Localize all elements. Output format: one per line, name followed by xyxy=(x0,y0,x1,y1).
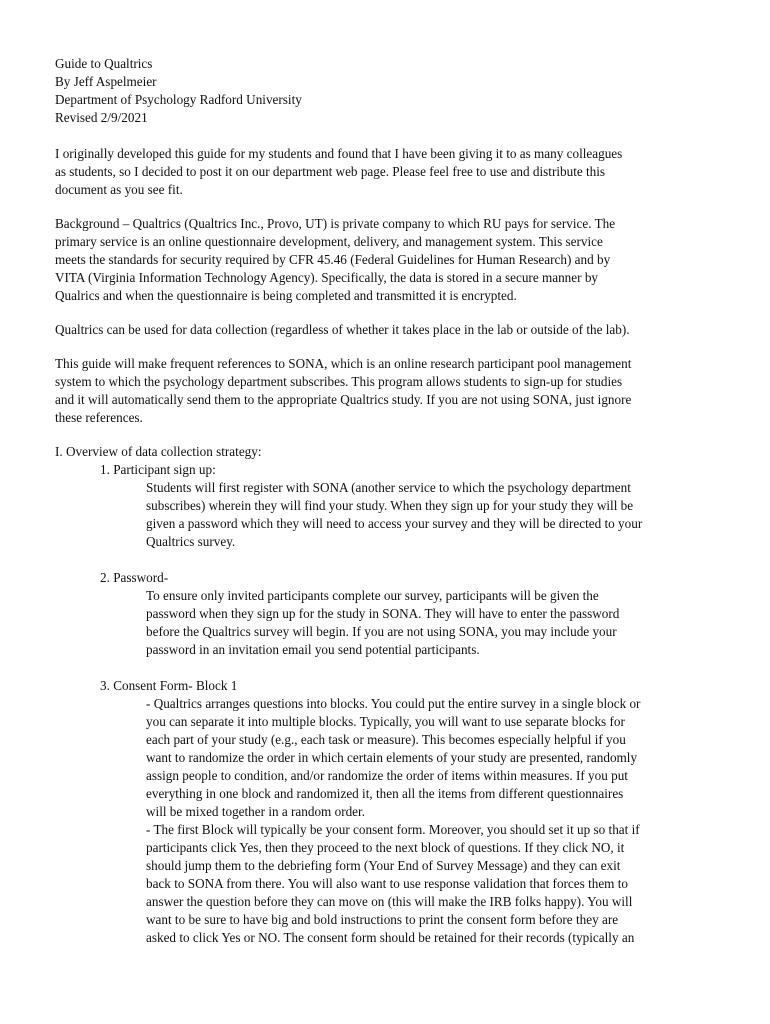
intro-paragraph xyxy=(55,145,715,199)
background-line: meets the standards for security required by CFR 45.46 (Federal Guidelines for Human Research) and by xyxy=(55,252,611,267)
data-collection-paragraph xyxy=(55,321,715,339)
sona-line: these references. xyxy=(55,410,143,425)
consent-form-text xyxy=(146,695,716,947)
document-department: Department of Psychology Radford University xyxy=(55,92,302,107)
intro-line: as students, so I decided to post it on our department web page. Please feel free to use and distribute this xyxy=(55,164,606,179)
intro-line: I originally developed this guide for my students and found that I have been giving it to as many colleagues xyxy=(55,146,623,161)
document-revised-date: Revised 2/9/2021 xyxy=(55,110,148,125)
consent-form-item xyxy=(55,677,715,947)
background-paragraph xyxy=(55,215,715,305)
sona-paragraph xyxy=(55,355,715,427)
sona-line: system to which the psychology department subscribes. This program allows students to sign-up for studies xyxy=(55,374,623,389)
item-text-line: To ensure only invited participants complete our survey, participants will be given the xyxy=(146,588,599,603)
participant-sign-up-text xyxy=(146,479,716,551)
participant-sign-up-heading: 1. Participant sign up: xyxy=(100,462,216,477)
document-header xyxy=(55,55,715,127)
document-page xyxy=(55,55,715,947)
background-line: Background – Qualtrics (Qualtrics Inc., Provo, UT) is private company to which RU pays for service. The xyxy=(55,216,616,231)
item-text-line: - The first Block will typically be your consent form. Moreover, you should set it up so that if xyxy=(146,822,640,837)
item-text-line: subscribes) wherein they will find your study. When they sign up for your study they will be xyxy=(146,498,634,513)
item-text-line: participants click Yes, then they proceed to the next block of questions. If they click NO, it xyxy=(146,840,625,855)
item-text-line: assign people to condition, and/or randomize the order of items within measures. If you put xyxy=(146,768,628,783)
spacer xyxy=(55,659,715,677)
item-text-line: back to SONA from there. You will also want to use response validation that forces them to xyxy=(146,876,628,891)
intro-line: document as you see fit. xyxy=(55,182,183,197)
item-text-line: asked to click Yes or NO. The consent form should be retained for their records (typically an xyxy=(146,930,635,945)
item-text-line: answer the question before they can move on (this will make the IRB folks happy). You will xyxy=(146,894,633,909)
password-text xyxy=(146,587,716,659)
document-author: By Jeff Aspelmeier xyxy=(55,74,157,89)
overview-section-title: I. Overview of data collection strategy: xyxy=(55,444,262,459)
item-text-line: Students will first register with SONA (another service to which the psychology department xyxy=(146,480,631,495)
consent-form-heading: 3. Consent Form- Block 1 xyxy=(100,678,238,693)
sona-line: This guide will make frequent references to SONA, which is an online research participant pool management xyxy=(55,356,632,371)
item-text-line: - Qualtrics arranges questions into blocks. You could put the entire survey in a single block or xyxy=(146,696,641,711)
item-text-line: should jump them to the debriefing form (Your End of Survey Message) and they can exit xyxy=(146,858,621,873)
data-collection-line: Qualtrics can be used for data collection (regardless of whether it takes place in the lab or outside of the lab). xyxy=(55,322,630,337)
background-line: primary service is an online questionnaire development, delivery, and management system. This service xyxy=(55,234,603,249)
sona-line: and it will automatically send them to the appropriate Qualtrics study. If you are not using SONA, just ignore xyxy=(55,392,632,407)
item-text-line: you can separate it into multiple blocks. Typically, you will want to use separate blocks for xyxy=(146,714,625,729)
participant-sign-up-item xyxy=(55,461,715,551)
password-heading: 2. Password- xyxy=(100,570,169,585)
item-text-line: password in an invitation email you send potential participants. xyxy=(146,642,480,657)
document-title: Guide to Qualtrics xyxy=(55,56,153,71)
item-text-line: before the Qualtrics survey will begin. If you are not using SONA, you may include your xyxy=(146,624,617,639)
item-text-line: password when they sign up for the study in SONA. They will have to enter the password xyxy=(146,606,620,621)
password-item xyxy=(55,569,715,659)
item-text-line: given a password which they will need to access your survey and they will be directed to your xyxy=(146,516,643,531)
item-text-line: will be mixed together in a random order. xyxy=(146,804,365,819)
item-text-line: each part of your study (e.g., each task or measure). This becomes especially helpful if you xyxy=(146,732,626,747)
item-text-line: everything in one block and randomized it, then all the items from different questionnaires xyxy=(146,786,624,801)
item-text-line: Qualtrics survey. xyxy=(146,534,236,549)
spacer xyxy=(55,551,715,569)
item-text-line: want to be sure to have big and bold instructions to print the consent form before they are xyxy=(146,912,619,927)
item-text-line: want to randomize the order in which certain elements of your study are presented, randomly xyxy=(146,750,638,765)
background-line: VITA (Virginia Information Technology Agency). Specifically, the data is stored in a secure manner by xyxy=(55,270,599,285)
background-line: Qualrics and when the questionnaire is being completed and transmitted it is encrypted. xyxy=(55,288,517,303)
overview-section xyxy=(55,443,715,947)
